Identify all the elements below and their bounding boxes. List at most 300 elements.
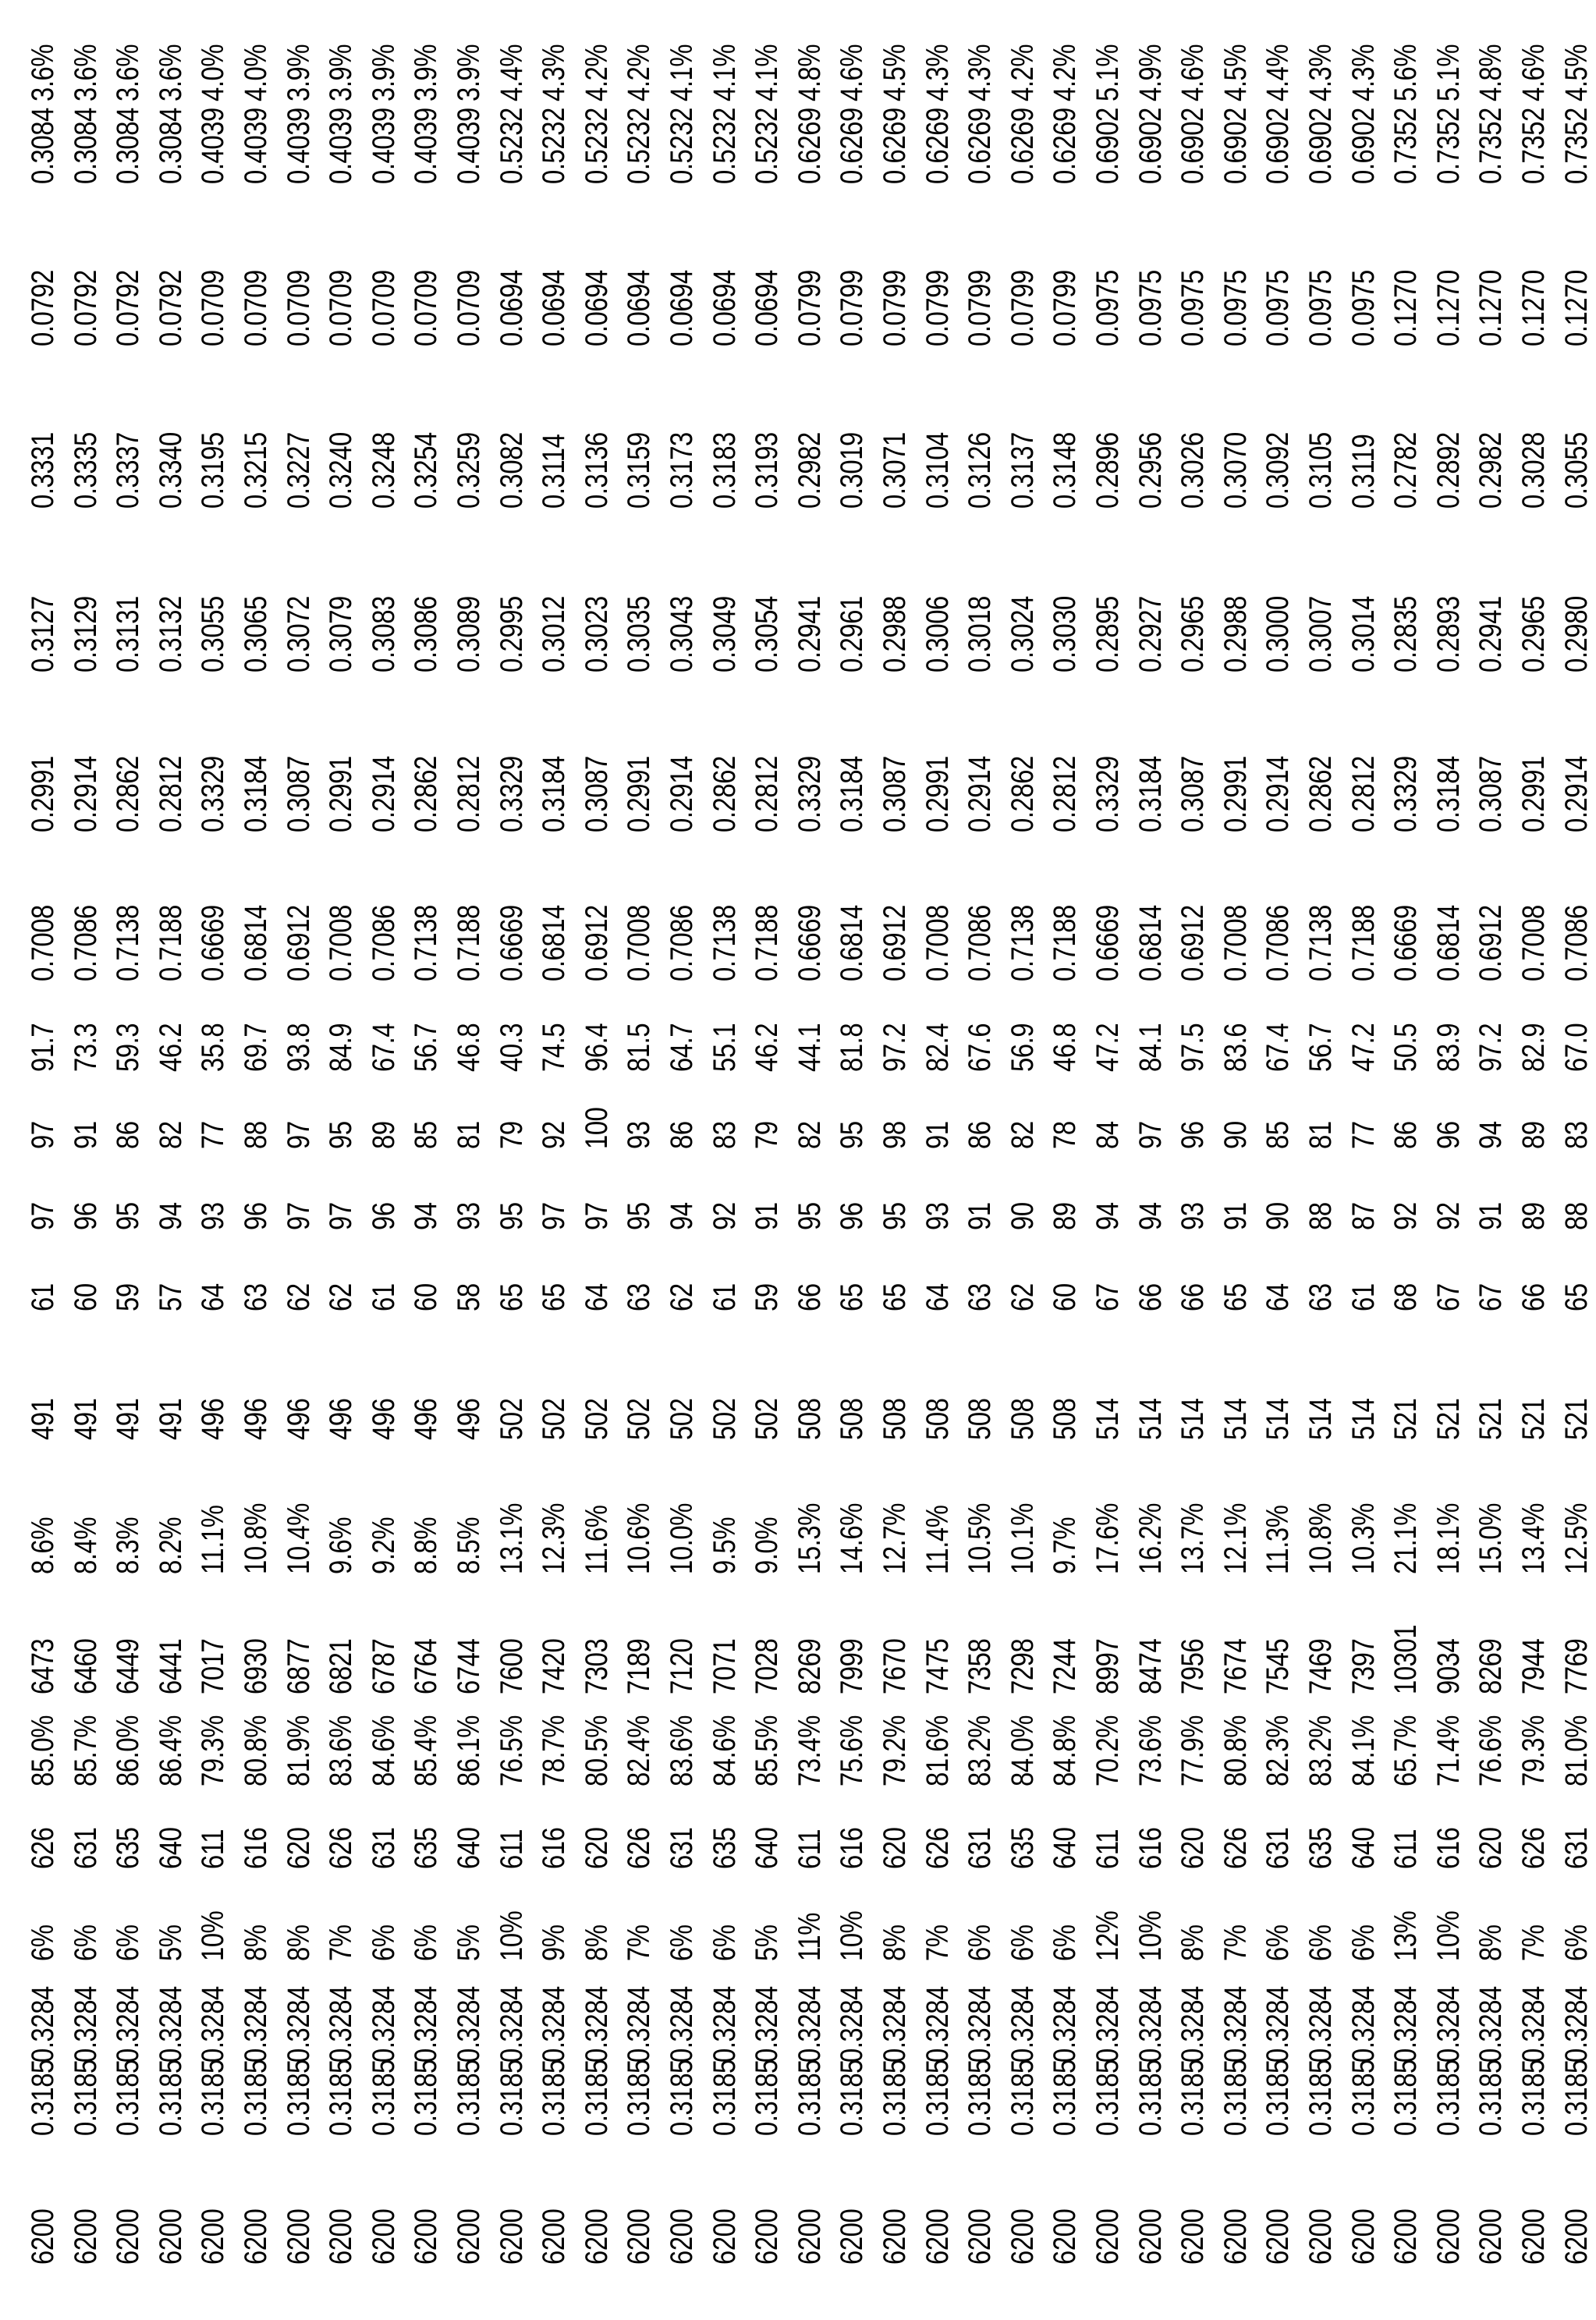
table-cell: 61: [707, 1283, 742, 1311]
table-cell: 0.3284: [111, 1986, 146, 2063]
table-cell: 86: [1389, 1121, 1424, 1149]
table-cell: 7%: [920, 1924, 955, 1961]
table-cell: 96.4: [579, 1023, 614, 1072]
table-cell: 90: [1005, 1202, 1040, 1230]
table-cell: 6200: [835, 2208, 870, 2265]
table-cell: 95: [622, 1202, 657, 1230]
table-cell: 0.5232: [707, 108, 742, 184]
table-cell: 7%: [1516, 1924, 1551, 1961]
table-cell: 0.7086: [68, 905, 103, 981]
table-cell: 7358: [963, 1638, 998, 1694]
table-cell: 7%: [324, 1924, 359, 1961]
table-cell: 6%: [963, 1924, 998, 1961]
table-cell: 0.2893: [1431, 596, 1466, 672]
table-cell: 635: [707, 1827, 742, 1869]
table-cell: 12.3%: [537, 1503, 572, 1574]
table-cell: 7956: [1176, 1638, 1211, 1694]
table-cell: 611: [196, 1829, 231, 1869]
table-cell: 80.5%: [579, 1715, 614, 1786]
table-cell: 0.3331: [26, 432, 60, 509]
table-cell: 0.3072: [281, 596, 316, 672]
table-cell: 97.2: [878, 1023, 912, 1072]
table-cell: 55.1: [707, 1023, 742, 1072]
table-cell: 0.3284: [153, 1986, 188, 2063]
table-cell: 3.9%: [409, 44, 444, 101]
table-cell: 0.3185: [239, 2059, 273, 2136]
table-cell: 95: [835, 1121, 870, 1149]
table-cell: 0.7352: [1559, 108, 1594, 184]
table-cell: 0.6669: [494, 905, 529, 981]
table-cell: 514: [1218, 1398, 1253, 1440]
table-cell: 496: [324, 1398, 359, 1440]
table-cell: 0.2862: [1303, 756, 1338, 832]
table-cell: 0.3185: [878, 2059, 912, 2136]
table-cell: 0.3329: [196, 756, 231, 832]
table-cell: 0.0694: [665, 270, 699, 346]
table-cell: 4.0%: [196, 44, 231, 101]
table-cell: 0.3284: [1091, 1986, 1125, 2063]
table-cell: 12.7%: [878, 1503, 912, 1574]
table-cell: 0.2812: [153, 756, 188, 832]
table-cell: 631: [1559, 1827, 1594, 1869]
table-cell: 0.3184: [1431, 756, 1466, 832]
table-cell: 93: [452, 1202, 486, 1230]
table-cell: 3.9%: [366, 44, 401, 101]
table-cell: 0.4039: [366, 108, 401, 184]
table-cell: 67: [1091, 1283, 1125, 1311]
table-cell: 0.7008: [1516, 905, 1551, 981]
table-cell: 12.1%: [1218, 1503, 1253, 1574]
table-cell: 88: [1303, 1202, 1338, 1230]
table-cell: 4.2%: [1005, 44, 1040, 101]
table-cell: 11.3%: [1261, 1505, 1296, 1574]
table-cell: 100: [579, 1107, 614, 1149]
table-cell: 84.1: [1133, 1023, 1168, 1072]
table-cell: 0.3329: [1091, 756, 1125, 832]
table-cell: 0.3284: [366, 1986, 401, 2063]
table-cell: 0.3007: [1303, 596, 1338, 672]
table-cell: 0.4039: [281, 108, 316, 184]
table-cell: 0.1270: [1431, 270, 1466, 346]
table-cell: 0.2862: [111, 756, 146, 832]
table-cell: 0.3083: [366, 596, 401, 672]
table-cell: 0.3019: [835, 432, 870, 509]
table-cell: 0.7138: [707, 905, 742, 981]
table-cell: 6744: [452, 1638, 486, 1694]
table-cell: 0.2988: [878, 596, 912, 672]
table-cell: 50.5: [1389, 1023, 1424, 1072]
table-cell: 6200: [1389, 2208, 1424, 2265]
table-cell: 6200: [750, 2208, 785, 2265]
table-cell: 0.3284: [665, 1986, 699, 2063]
table-cell: 0.3012: [537, 596, 572, 672]
table-cell: 0.0975: [1303, 270, 1338, 346]
table-cell: 496: [409, 1398, 444, 1440]
table-cell: 4.1%: [707, 44, 742, 101]
table-cell: 635: [409, 1827, 444, 1869]
table-cell: 0.0799: [920, 270, 955, 346]
table-cell: 0.3185: [579, 2059, 614, 2136]
table-cell: 0.3185: [1431, 2059, 1466, 2136]
table-cell: 7420: [537, 1638, 572, 1694]
table-cell: 0.3284: [835, 1986, 870, 2063]
table-cell: 7%: [1218, 1924, 1253, 1961]
table-cell: 6%: [366, 1924, 401, 1961]
table-cell: 82: [153, 1121, 188, 1149]
table-cell: 0.0799: [878, 270, 912, 346]
table-cell: 0.0709: [366, 270, 401, 346]
table-row: [151, 0, 190, 2320]
table-cell: 66: [1176, 1283, 1211, 1311]
table-cell: 6449: [111, 1638, 146, 1694]
table-cell: 96: [68, 1202, 103, 1230]
table-cell: 0.3054: [750, 596, 785, 672]
table-cell: 0.2980: [1559, 596, 1594, 672]
table-cell: 0.5232: [622, 108, 657, 184]
table-cell: 65: [1559, 1283, 1594, 1311]
table-cell: 6%: [665, 1924, 699, 1961]
table-cell: 0.3185: [1048, 2059, 1083, 2136]
table-cell: 6200: [792, 2208, 827, 2265]
table-cell: 0.3070: [1218, 432, 1253, 509]
table-cell: 514: [1346, 1398, 1381, 1440]
table-cell: 0.3087: [579, 756, 614, 832]
table-cell: 96: [366, 1202, 401, 1230]
table-cell: 0.2927: [1133, 596, 1168, 672]
table-cell: 0.3193: [750, 432, 785, 509]
table-cell: 0.3127: [26, 596, 60, 672]
table-cell: 4.5%: [878, 44, 912, 101]
table-cell: 0.2956: [1133, 432, 1168, 509]
table-cell: 96: [835, 1202, 870, 1230]
table-cell: 616: [537, 1827, 572, 1869]
table-cell: 0.3185: [26, 2059, 60, 2136]
table-cell: 640: [153, 1827, 188, 1869]
table-cell: 0.0709: [196, 270, 231, 346]
table-cell: 0.3084: [26, 108, 60, 184]
table-cell: 9.0%: [750, 1517, 785, 1574]
table-cell: 514: [1261, 1398, 1296, 1440]
table-cell: 10.6%: [622, 1503, 657, 1574]
table-cell: 10.3%: [1346, 1503, 1381, 1574]
table-cell: 635: [1005, 1827, 1040, 1869]
table-cell: 56.9: [1005, 1023, 1040, 1072]
table-cell: 81.5: [622, 1023, 657, 1072]
table-cell: 0.3337: [111, 432, 146, 509]
table-cell: 6%: [1559, 1924, 1594, 1961]
table-cell: 0.3185: [1005, 2059, 1040, 2136]
table-cell: 0.3248: [366, 432, 401, 509]
table-cell: 4.2%: [579, 44, 614, 101]
table-cell: 0.6902: [1218, 108, 1253, 184]
table-cell: 6200: [153, 2208, 188, 2265]
table-cell: 0.3185: [1176, 2059, 1211, 2136]
table-cell: 63: [239, 1283, 273, 1311]
table-cell: 0.3284: [1389, 1986, 1424, 2063]
table-cell: 6%: [1005, 1924, 1040, 1961]
table-cell: 0.3185: [665, 2059, 699, 2136]
table-cell: 508: [792, 1398, 827, 1440]
table-row: [705, 0, 744, 2320]
table-cell: 0.7352: [1474, 108, 1509, 184]
table-cell: 84.6%: [366, 1715, 401, 1786]
table-cell: 0.5232: [579, 108, 614, 184]
table-cell: 46.8: [452, 1023, 486, 1072]
table-cell: 0.3084: [68, 108, 103, 184]
table-cell: 62: [665, 1283, 699, 1311]
table-cell: 85: [1261, 1121, 1296, 1149]
table-cell: 611: [1389, 1829, 1424, 1869]
table-cell: 85: [409, 1121, 444, 1149]
table-cell: 69.7: [239, 1023, 273, 1072]
table-cell: 91: [920, 1121, 955, 1149]
table-cell: 4.2%: [1048, 44, 1083, 101]
table-cell: 7944: [1516, 1638, 1551, 1694]
table-cell: 83: [1559, 1121, 1594, 1149]
table-cell: 0.3185: [750, 2059, 785, 2136]
table-cell: 78.7%: [537, 1715, 572, 1786]
table-cell: 10%: [835, 1910, 870, 1961]
table-cell: 9034: [1431, 1638, 1466, 1694]
table-cell: 0.3185: [153, 2059, 188, 2136]
table-cell: 0.3185: [324, 2059, 359, 2136]
table-cell: 0.0709: [281, 270, 316, 346]
table-cell: 0.3240: [324, 432, 359, 509]
table-row: [875, 0, 914, 2320]
table-row: [1045, 0, 1084, 2320]
table-cell: 0.3284: [1133, 1986, 1168, 2063]
table-cell: 0.7188: [1048, 905, 1083, 981]
table-cell: 92: [537, 1121, 572, 1149]
table-cell: 0.3014: [1346, 596, 1381, 672]
table-cell: 60: [409, 1283, 444, 1311]
table-cell: 8997: [1091, 1638, 1125, 1694]
table-cell: 0.2914: [366, 756, 401, 832]
table-cell: 626: [324, 1827, 359, 1869]
table-cell: 508: [835, 1398, 870, 1440]
table-cell: 0.1270: [1389, 270, 1424, 346]
table-cell: 0.0709: [239, 270, 273, 346]
table-cell: 10%: [1431, 1910, 1466, 1961]
table-cell: 7028: [750, 1638, 785, 1694]
table-cell: 0.3023: [579, 596, 614, 672]
table-cell: 521: [1389, 1398, 1424, 1440]
table-cell: 0.3148: [1048, 432, 1083, 509]
table-cell: 8.8%: [409, 1517, 444, 1574]
table-cell: 64: [920, 1283, 955, 1311]
table-cell: 0.7138: [1303, 905, 1338, 981]
table-cell: 0.3185: [835, 2059, 870, 2136]
table-cell: 97: [579, 1202, 614, 1230]
table-cell: 0.7086: [1261, 905, 1296, 981]
table-cell: 626: [920, 1827, 955, 1869]
table-cell: 9.6%: [324, 1517, 359, 1574]
table-cell: 79: [750, 1121, 785, 1149]
table-cell: 0.2914: [1261, 756, 1296, 832]
table-cell: 97: [281, 1202, 316, 1230]
table-cell: 7475: [920, 1638, 955, 1694]
table-cell: 7397: [1346, 1638, 1381, 1694]
table-cell: 0.3184: [835, 756, 870, 832]
table-cell: 82: [1005, 1121, 1040, 1149]
table-cell: 0.4039: [324, 108, 359, 184]
table-cell: 68: [1389, 1283, 1424, 1311]
table-cell: 83.6%: [665, 1715, 699, 1786]
table-row: [1131, 0, 1170, 2320]
table-cell: 6200: [1005, 2208, 1040, 2265]
table-cell: 0.3284: [1218, 1986, 1253, 2063]
table-cell: 0.3284: [1005, 1986, 1040, 2063]
table-row: [1386, 0, 1425, 2320]
table-cell: 95: [324, 1121, 359, 1149]
table-cell: 84.8%: [1048, 1715, 1083, 1786]
table-cell: 9.5%: [707, 1517, 742, 1574]
table-cell: 3.6%: [153, 44, 188, 101]
table-cell: 60: [1048, 1283, 1083, 1311]
table-cell: 10.8%: [1303, 1503, 1338, 1574]
table-cell: 46.2: [153, 1023, 188, 1072]
table-cell: 57: [153, 1283, 188, 1311]
table-cell: 7999: [835, 1638, 870, 1694]
table-row: [577, 0, 616, 2320]
table-cell: 0.3185: [707, 2059, 742, 2136]
table-cell: 8269: [1474, 1638, 1509, 1694]
table-cell: 0.6814: [1431, 905, 1466, 981]
table-cell: 84.1%: [1346, 1715, 1381, 1786]
table-cell: 0.3284: [1048, 1986, 1083, 2063]
table-cell: 0.3284: [1303, 1986, 1338, 2063]
table-cell: 64: [1261, 1283, 1296, 1311]
table-cell: 96: [1431, 1121, 1466, 1149]
table-cell: 5.6%: [1389, 44, 1424, 101]
table-cell: 6%: [1261, 1924, 1296, 1961]
table-cell: 6200: [281, 2208, 316, 2265]
table-cell: 0.3079: [324, 596, 359, 672]
table-cell: 61: [26, 1283, 60, 1311]
table-cell: 64: [579, 1283, 614, 1311]
table-cell: 0.2896: [1091, 432, 1125, 509]
table-cell: 0.0792: [111, 270, 146, 346]
table-cell: 0.3284: [1261, 1986, 1296, 2063]
table-cell: 0.2965: [1176, 596, 1211, 672]
table-cell: 71.4%: [1431, 1715, 1466, 1786]
table-cell: 64: [196, 1283, 231, 1311]
table-cell: 0.3035: [622, 596, 657, 672]
table-cell: 0.3084: [153, 108, 188, 184]
table-cell: 4.4%: [494, 44, 529, 101]
table-cell: 7674: [1218, 1638, 1253, 1694]
table-cell: 496: [239, 1398, 273, 1440]
table-cell: 0.6669: [196, 905, 231, 981]
table-cell: 0.3215: [239, 432, 273, 509]
table-cell: 0.0799: [1005, 270, 1040, 346]
table-cell: 12.5%: [1559, 1503, 1594, 1574]
table-cell: 635: [1303, 1827, 1338, 1869]
table-cell: 0.0975: [1346, 270, 1381, 346]
table-cell: 11.6%: [579, 1505, 614, 1574]
table-cell: 616: [1133, 1827, 1168, 1869]
table-cell: 76.6%: [1474, 1715, 1509, 1786]
table-cell: 3.9%: [452, 44, 486, 101]
table-cell: 4.3%: [537, 44, 572, 101]
table-cell: 0.6902: [1176, 108, 1211, 184]
table-cell: 9.7%: [1048, 1517, 1083, 1574]
table-cell: 93: [1176, 1202, 1211, 1230]
table-cell: 0.3284: [494, 1986, 529, 2063]
table-row: [1173, 0, 1212, 2320]
table-cell: 73.3: [68, 1023, 103, 1072]
table-cell: 0.0694: [537, 270, 572, 346]
table-cell: 0.2812: [1048, 756, 1083, 832]
table-cell: 0.0799: [792, 270, 827, 346]
table-cell: 94: [153, 1202, 188, 1230]
table-cell: 86: [665, 1121, 699, 1149]
table-cell: 502: [579, 1398, 614, 1440]
table-cell: 0.3185: [494, 2059, 529, 2136]
table-cell: 82.3%: [1261, 1715, 1296, 1786]
table-cell: 0.6269: [920, 108, 955, 184]
table-cell: 0.6269: [1005, 108, 1040, 184]
table-row: [1258, 0, 1297, 2320]
table-cell: 84.0%: [1005, 1715, 1040, 1786]
table-cell: 0.3185: [537, 2059, 572, 2136]
table-cell: 0.0694: [494, 270, 529, 346]
table-cell: 508: [1005, 1398, 1040, 1440]
table-cell: 82.9: [1516, 1023, 1551, 1072]
table-cell: 0.3284: [68, 1986, 103, 2063]
table-cell: 502: [494, 1398, 529, 1440]
table-cell: 635: [111, 1827, 146, 1869]
table-cell: 0.0709: [409, 270, 444, 346]
table-cell: 83.2%: [963, 1715, 998, 1786]
table-cell: 76.5%: [494, 1715, 529, 1786]
table-cell: 96: [1176, 1121, 1211, 1149]
table-cell: 496: [366, 1398, 401, 1440]
table-cell: 6200: [68, 2208, 103, 2265]
table-cell: 4.1%: [750, 44, 785, 101]
table-cell: 6200: [111, 2208, 146, 2265]
table-row: [1301, 0, 1340, 2320]
table-cell: 7017: [196, 1638, 231, 1694]
table-cell: 10%: [196, 1910, 231, 1961]
table-cell: 6%: [707, 1924, 742, 1961]
table-cell: 5%: [153, 1924, 188, 1961]
table-cell: 0.3092: [1261, 432, 1296, 509]
table-cell: 58: [452, 1283, 486, 1311]
table-cell: 10.0%: [665, 1503, 699, 1574]
table-cell: 6200: [963, 2208, 998, 2265]
table-cell: 0.0792: [26, 270, 60, 346]
table-cell: 7071: [707, 1638, 742, 1694]
table-cell: 0.3284: [579, 1986, 614, 2063]
table-cell: 491: [111, 1398, 146, 1440]
table-cell: 0.2982: [792, 432, 827, 509]
table-cell: 81.6%: [920, 1715, 955, 1786]
table-cell: 62: [281, 1283, 316, 1311]
table-cell: 97: [324, 1202, 359, 1230]
table-row: [662, 0, 701, 2320]
table-cell: 0.7008: [324, 905, 359, 981]
table-cell: 0.3284: [26, 1986, 60, 2063]
table-cell: 0.6269: [878, 108, 912, 184]
table-cell: 611: [494, 1829, 529, 1869]
table-cell: 631: [366, 1827, 401, 1869]
table-cell: 0.3329: [494, 756, 529, 832]
table-cell: 626: [26, 1827, 60, 1869]
table-cell: 88: [239, 1121, 273, 1149]
table-cell: 12%: [1091, 1910, 1125, 1961]
table-cell: 0.6814: [1133, 905, 1168, 981]
